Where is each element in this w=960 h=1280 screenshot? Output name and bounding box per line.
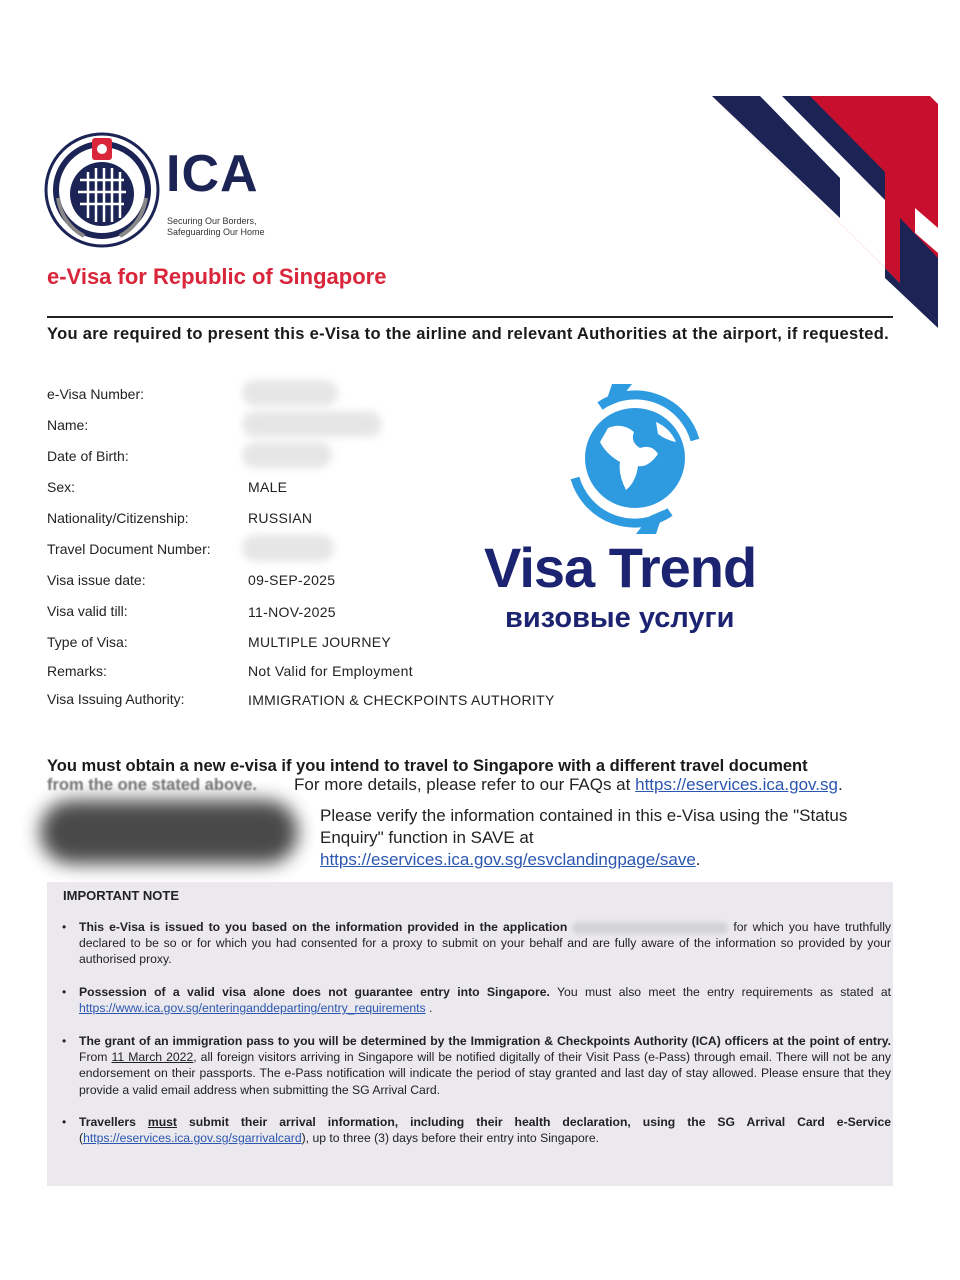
sg-arrival-card-link[interactable]: https://eservices.ica.gov.sg/sgarrivalcard <box>83 1131 302 1146</box>
field-value-remarks: Not Valid for Employment <box>248 663 413 679</box>
note-2-text: You must also meet the entry requirements as stated at <box>557 985 891 999</box>
note-3-bold: The grant of an immigration pass to you will be determined by the Immigration & Checkpoints Authority (ICA) officers at the point of entry. <box>79 1034 891 1048</box>
entry-requirements-link[interactable]: https://www.ica.gov.sg/enteringanddeparting/entry_requirements <box>79 1001 426 1016</box>
note-item-2 <box>79 984 891 1016</box>
note-4-text: ), up to three (3) days before their entry into Singapore. <box>301 1131 600 1146</box>
note-1-bold: This e-Visa is issued to you based on the information provided in the application <box>79 920 568 934</box>
faq-prefix: For more details, please refer to our FAQs at <box>294 775 631 794</box>
field-value-authority: IMMIGRATION & CHECKPOINTS AUTHORITY <box>248 692 555 708</box>
redacted-name <box>242 411 382 437</box>
bullet-3: • <box>62 1034 67 1048</box>
ica-logo-text: ICA <box>166 145 259 203</box>
field-label-sex: Sex: <box>47 479 76 495</box>
globe-icon <box>560 378 710 538</box>
faq-suffix: . <box>837 775 843 794</box>
field-value-issue-date: 09-SEP-2025 <box>248 572 336 588</box>
redacted-evisa-number <box>242 380 338 406</box>
note-4-open: ( <box>79 1131 84 1146</box>
ica-seal-logo <box>44 132 160 248</box>
ica-logo-tagline <box>167 216 287 238</box>
note-4-must: must <box>147 1115 177 1129</box>
bullet-2: • <box>62 985 67 999</box>
intro-statement: You are required to present this e-Visa to the airline and relevant Authorities at the airport, if requested. <box>47 325 889 343</box>
field-label-valid-till: Visa valid till: <box>47 603 128 619</box>
note-item-1 <box>79 919 891 968</box>
note-1-text: for which you have truthfully declared to be so or for which you had consented for a proxy to submit on your behalf and are fully aware of the information so provided by your authorised proxy. <box>79 920 892 967</box>
document-title: e-Visa for Republic of Singapore <box>47 264 387 289</box>
tagline-line-1: Securing Our Borders, <box>167 216 257 226</box>
field-label-authority: Visa Issuing Authority: <box>47 691 185 707</box>
verify-instructions <box>320 805 900 871</box>
note-3-date: 11 March 2022 <box>111 1050 194 1065</box>
field-label-evisa-number: e-Visa Number: <box>47 386 145 402</box>
redacted-qr-signature <box>40 800 298 864</box>
note-2-end: . <box>429 1001 433 1016</box>
field-value-visa-type: MULTIPLE JOURNEY <box>248 634 392 650</box>
field-label-dob: Date of Birth: <box>47 448 129 464</box>
field-label-visa-type: Type of Visa: <box>47 634 128 650</box>
note-4-bold-1: Travellers <box>79 1115 136 1129</box>
field-value-valid-till: 11-NOV-2025 <box>248 604 336 620</box>
bullet-1: • <box>62 920 67 934</box>
note-4-bold-2: submit their arrival information, including their health declaration, using the SG Arrival Card e-Service <box>188 1115 891 1129</box>
note-item-4 <box>79 1114 891 1146</box>
note-3-text: , all foreign visitors arriving in Singapore will be notified digitally of their Visit Pass (e-Pass) through email. There will not be any endorsement on their passports. The e-Pass notification will indicate the period of stay granted and last day of stay allowed. Please ensure that they provide a valid email address when submitting the SG Arrival Card. <box>79 1050 891 1097</box>
field-label-travel-doc: Travel Document Number: <box>47 541 211 557</box>
important-note-heading: IMPORTANT NOTE <box>63 888 180 903</box>
field-label-name: Name: <box>47 417 89 433</box>
tagline-line-2: Safeguarding Our Home <box>167 227 265 237</box>
header-divider <box>47 316 893 318</box>
visa-trend-subtitle: визовые услуги <box>505 602 735 634</box>
redacted-application-number <box>572 922 728 934</box>
verify-text: Please verify the information contained in this e-Visa using the "Status Enquiry" function in SAVE at <box>320 806 848 847</box>
note-2-bold: Possession of a valid visa alone does not guarantee entry into Singapore. <box>79 985 550 999</box>
field-label-remarks: Remarks: <box>47 663 107 679</box>
field-value-sex: MALE <box>248 479 288 495</box>
new-visa-notice-continued: from the one stated above. <box>47 776 257 790</box>
verify-suffix: . <box>695 850 701 869</box>
field-label-issue-date: Visa issue date: <box>47 572 146 588</box>
visa-trend-title: Visa Trend <box>484 536 757 599</box>
redacted-travel-doc <box>242 535 334 561</box>
bullet-4: • <box>62 1115 67 1129</box>
faq-reference <box>294 775 843 795</box>
save-link[interactable]: https://eservices.ica.gov.sg/esvclandingpage/save <box>320 850 696 869</box>
note-3-from: From <box>79 1050 108 1065</box>
note-item-3 <box>79 1033 891 1098</box>
redacted-dob <box>242 442 332 468</box>
corner-flag-graphic <box>700 88 950 328</box>
new-visa-notice: You must obtain a new e-visa if you intend to travel to Singapore with a different travel document <box>47 757 808 775</box>
field-value-nationality: RUSSIAN <box>248 510 313 526</box>
field-label-nationality: Nationality/Citizenship: <box>47 510 189 526</box>
faq-link[interactable]: https://eservices.ica.gov.sg <box>635 775 838 794</box>
